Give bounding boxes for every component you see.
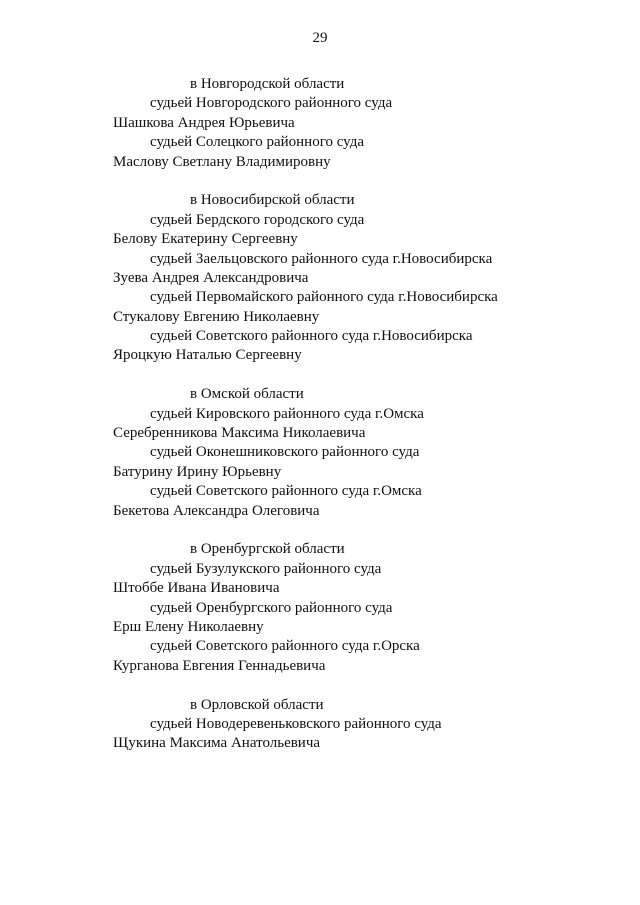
judge-name: Штоббе Ивана Ивановича <box>113 580 280 597</box>
court-line: судьей Заельцовского районного суда г.Новосибирска <box>150 250 493 267</box>
court-line: судьей Советского районного суда г.Омска <box>150 483 422 500</box>
judge-name: Маслову Светлану Владимировну <box>113 153 331 170</box>
region-section <box>0 191 640 366</box>
page-number: 29 <box>312 30 328 46</box>
court-line: судьей Первомайского районного суда г.Новосибирска <box>150 289 498 306</box>
region-section <box>0 385 640 521</box>
region-heading: в Новгородской области <box>190 76 345 92</box>
court-line: судьей Оренбургского районного суда <box>150 599 393 616</box>
judge-name: Стукалову Евгению Николаевну <box>113 308 320 325</box>
judge-name: Яроцкую Наталью Сергеевну <box>113 347 302 364</box>
section-spacer <box>0 676 640 695</box>
court-line: судьей Бузулукского районного суда <box>150 560 382 577</box>
judge-name: Белову Екатерину Сергеевну <box>113 231 298 248</box>
section-spacer <box>0 172 640 191</box>
judge-name: Шашкова Андрея Юрьевича <box>113 114 295 131</box>
court-line: судьей Кировского районного суда г.Омска <box>150 405 424 422</box>
judge-name: Батурину Ирину Юрьевну <box>113 463 282 480</box>
court-line: судьей Бердского городского суда <box>150 211 365 228</box>
region-section <box>0 540 640 676</box>
region-heading: в Новосибирской области <box>190 192 355 209</box>
court-line: судьей Советского районного суда г.Новосибирска <box>150 328 473 345</box>
region-section <box>0 75 640 172</box>
judge-name: Серебренникова Максима Николаевича <box>113 425 366 442</box>
court-line: судьей Советского районного суда г.Орска <box>150 638 420 655</box>
court-line: судьей Солецкого районного суда <box>150 134 365 151</box>
judge-name: Щукина Максима Анатольевича <box>113 735 321 752</box>
section-spacer <box>0 366 640 385</box>
region-heading: в Омской области <box>190 386 304 403</box>
document-body <box>0 75 640 754</box>
court-line: судьей Оконешниковского районного суда <box>150 444 420 461</box>
judge-name: Зуева Андрея Александровича <box>113 269 309 286</box>
region-heading: в Орловской области <box>190 696 324 713</box>
court-line: судьей Новодеревеньковского районного суда <box>150 715 442 732</box>
judge-name: Бекетова Александра Олеговича <box>113 502 320 519</box>
section-spacer <box>0 521 640 540</box>
court-line: судьей Новгородского районного суда <box>150 95 393 112</box>
region-section <box>0 696 640 754</box>
region-heading: в Оренбургской области <box>190 541 345 558</box>
judge-name: Курганова Евгения Геннадьевича <box>113 657 326 674</box>
judge-name: Ерш Елену Николаевну <box>113 618 264 635</box>
